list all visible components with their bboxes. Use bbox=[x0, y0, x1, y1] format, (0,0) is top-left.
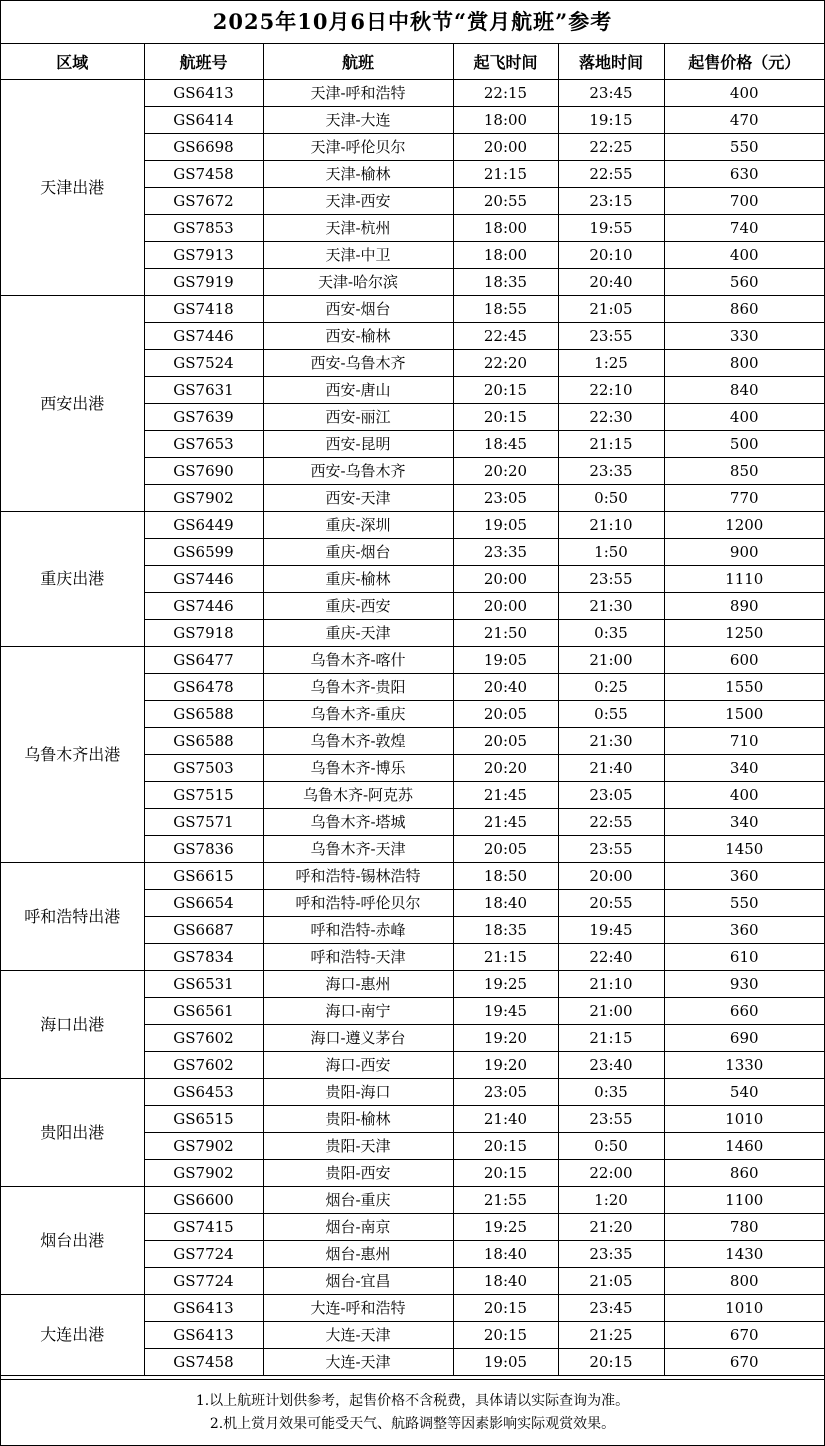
flight-number-cell: GS7853 bbox=[144, 215, 263, 242]
price-cell: 360 bbox=[664, 917, 824, 944]
arrival-time-cell: 21:00 bbox=[558, 998, 664, 1025]
flight-number-cell: GS7458 bbox=[144, 1349, 263, 1376]
departure-time-cell: 18:00 bbox=[453, 215, 558, 242]
departure-time-cell: 21:55 bbox=[453, 1187, 558, 1214]
departure-time-cell: 20:20 bbox=[453, 755, 558, 782]
region-cell: 乌鲁木齐出港 bbox=[1, 647, 144, 863]
flight-number-cell: GS6698 bbox=[144, 134, 263, 161]
route-cell: 西安-乌鲁木齐 bbox=[263, 458, 453, 485]
arrival-time-cell: 23:45 bbox=[558, 80, 664, 107]
arrival-time-cell: 0:35 bbox=[558, 620, 664, 647]
route-cell: 重庆-西安 bbox=[263, 593, 453, 620]
departure-time-cell: 23:05 bbox=[453, 1079, 558, 1106]
header-region: 区域 bbox=[1, 44, 144, 80]
price-cell: 470 bbox=[664, 107, 824, 134]
route-cell: 贵阳-西安 bbox=[263, 1160, 453, 1187]
route-cell: 西安-乌鲁木齐 bbox=[263, 350, 453, 377]
price-cell: 330 bbox=[664, 323, 824, 350]
departure-time-cell: 21:15 bbox=[453, 161, 558, 188]
departure-time-cell: 20:05 bbox=[453, 701, 558, 728]
price-cell: 1330 bbox=[664, 1052, 824, 1079]
departure-time-cell: 21:50 bbox=[453, 620, 558, 647]
arrival-time-cell: 19:55 bbox=[558, 215, 664, 242]
flight-number-cell: GS7602 bbox=[144, 1052, 263, 1079]
arrival-time-cell: 23:45 bbox=[558, 1295, 664, 1322]
header-row bbox=[1, 44, 824, 80]
header-arrival: 落地时间 bbox=[558, 44, 664, 80]
price-cell: 900 bbox=[664, 539, 824, 566]
price-cell: 1460 bbox=[664, 1133, 824, 1160]
header-route: 航班 bbox=[263, 44, 453, 80]
price-cell: 930 bbox=[664, 971, 824, 998]
price-cell: 1450 bbox=[664, 836, 824, 863]
departure-time-cell: 18:50 bbox=[453, 863, 558, 890]
note-line: 1.以上航班计划供参考，起售价格不含税费，具体请以实际查询为准。 bbox=[195, 1393, 630, 1409]
flight-number-cell: GS7446 bbox=[144, 566, 263, 593]
departure-time-cell: 19:05 bbox=[453, 512, 558, 539]
arrival-time-cell: 1:25 bbox=[558, 350, 664, 377]
flight-number-cell: GS7515 bbox=[144, 782, 263, 809]
flight-number-cell: GS7919 bbox=[144, 269, 263, 296]
table-row bbox=[1, 863, 824, 890]
table-row bbox=[1, 512, 824, 539]
departure-time-cell: 22:45 bbox=[453, 323, 558, 350]
route-cell: 呼和浩特-天津 bbox=[263, 944, 453, 971]
departure-time-cell: 19:20 bbox=[453, 1025, 558, 1052]
arrival-time-cell: 20:15 bbox=[558, 1349, 664, 1376]
flight-number-cell: GS7446 bbox=[144, 323, 263, 350]
table-row bbox=[1, 1187, 824, 1214]
departure-time-cell: 20:55 bbox=[453, 188, 558, 215]
arrival-time-cell: 1:50 bbox=[558, 539, 664, 566]
price-cell: 1430 bbox=[664, 1241, 824, 1268]
route-cell: 西安-榆林 bbox=[263, 323, 453, 350]
region-cell: 贵阳出港 bbox=[1, 1079, 144, 1187]
arrival-time-cell: 1:20 bbox=[558, 1187, 664, 1214]
region-cell: 大连出港 bbox=[1, 1295, 144, 1376]
route-cell: 烟台-宜昌 bbox=[263, 1268, 453, 1295]
price-cell: 1500 bbox=[664, 701, 824, 728]
header-flight-no: 航班号 bbox=[144, 44, 263, 80]
departure-time-cell: 20:15 bbox=[453, 1322, 558, 1349]
route-cell: 海口-惠州 bbox=[263, 971, 453, 998]
arrival-time-cell: 21:10 bbox=[558, 512, 664, 539]
departure-time-cell: 19:05 bbox=[453, 1349, 558, 1376]
flight-number-cell: GS7415 bbox=[144, 1214, 263, 1241]
arrival-time-cell: 20:10 bbox=[558, 242, 664, 269]
departure-time-cell: 20:00 bbox=[453, 593, 558, 620]
arrival-time-cell: 23:55 bbox=[558, 323, 664, 350]
departure-time-cell: 21:45 bbox=[453, 809, 558, 836]
arrival-time-cell: 22:55 bbox=[558, 809, 664, 836]
arrival-time-cell: 22:40 bbox=[558, 944, 664, 971]
departure-time-cell: 20:00 bbox=[453, 566, 558, 593]
departure-time-cell: 20:15 bbox=[453, 1295, 558, 1322]
arrival-time-cell: 21:10 bbox=[558, 971, 664, 998]
arrival-time-cell: 23:55 bbox=[558, 1106, 664, 1133]
departure-time-cell: 20:15 bbox=[453, 377, 558, 404]
price-cell: 500 bbox=[664, 431, 824, 458]
route-cell: 重庆-深圳 bbox=[263, 512, 453, 539]
route-cell: 西安-昆明 bbox=[263, 431, 453, 458]
arrival-time-cell: 23:55 bbox=[558, 836, 664, 863]
flight-number-cell: GS6449 bbox=[144, 512, 263, 539]
arrival-time-cell: 21:40 bbox=[558, 755, 664, 782]
arrival-time-cell: 23:35 bbox=[558, 1241, 664, 1268]
price-cell: 340 bbox=[664, 809, 824, 836]
arrival-time-cell: 21:00 bbox=[558, 647, 664, 674]
arrival-time-cell: 23:05 bbox=[558, 782, 664, 809]
arrival-time-cell: 22:25 bbox=[558, 134, 664, 161]
route-cell: 烟台-重庆 bbox=[263, 1187, 453, 1214]
route-cell: 西安-天津 bbox=[263, 485, 453, 512]
route-cell: 天津-中卫 bbox=[263, 242, 453, 269]
price-cell: 1010 bbox=[664, 1295, 824, 1322]
flight-number-cell: GS6654 bbox=[144, 890, 263, 917]
route-cell: 乌鲁木齐-博乐 bbox=[263, 755, 453, 782]
route-cell: 重庆-榆林 bbox=[263, 566, 453, 593]
flight-number-cell: GS7918 bbox=[144, 620, 263, 647]
price-cell: 860 bbox=[664, 296, 824, 323]
route-cell: 乌鲁木齐-天津 bbox=[263, 836, 453, 863]
flight-number-cell: GS7902 bbox=[144, 1133, 263, 1160]
price-cell: 400 bbox=[664, 404, 824, 431]
route-cell: 西安-烟台 bbox=[263, 296, 453, 323]
arrival-time-cell: 21:15 bbox=[558, 431, 664, 458]
route-cell: 西安-丽江 bbox=[263, 404, 453, 431]
flight-number-cell: GS6413 bbox=[144, 80, 263, 107]
price-cell: 400 bbox=[664, 782, 824, 809]
route-cell: 呼和浩特-赤峰 bbox=[263, 917, 453, 944]
price-cell: 400 bbox=[664, 242, 824, 269]
flight-number-cell: GS7418 bbox=[144, 296, 263, 323]
departure-time-cell: 23:05 bbox=[453, 485, 558, 512]
departure-time-cell: 20:05 bbox=[453, 836, 558, 863]
price-cell: 550 bbox=[664, 890, 824, 917]
arrival-time-cell: 22:55 bbox=[558, 161, 664, 188]
flight-number-cell: GS6600 bbox=[144, 1187, 263, 1214]
price-cell: 800 bbox=[664, 1268, 824, 1295]
arrival-time-cell: 21:15 bbox=[558, 1025, 664, 1052]
route-cell: 海口-遵义茅台 bbox=[263, 1025, 453, 1052]
table-row bbox=[1, 296, 824, 323]
table-row bbox=[1, 1295, 824, 1322]
price-cell: 540 bbox=[664, 1079, 824, 1106]
route-cell: 海口-西安 bbox=[263, 1052, 453, 1079]
price-cell: 550 bbox=[664, 134, 824, 161]
price-cell: 850 bbox=[664, 458, 824, 485]
table-row bbox=[1, 647, 824, 674]
flight-number-cell: GS7446 bbox=[144, 593, 263, 620]
departure-time-cell: 20:15 bbox=[453, 404, 558, 431]
price-cell: 630 bbox=[664, 161, 824, 188]
flight-number-cell: GS7913 bbox=[144, 242, 263, 269]
price-cell: 360 bbox=[664, 863, 824, 890]
arrival-time-cell: 20:00 bbox=[558, 863, 664, 890]
departure-time-cell: 18:45 bbox=[453, 431, 558, 458]
price-cell: 1250 bbox=[664, 620, 824, 647]
route-cell: 大连-天津 bbox=[263, 1349, 453, 1376]
route-cell: 天津-榆林 bbox=[263, 161, 453, 188]
flight-number-cell: GS6687 bbox=[144, 917, 263, 944]
table-row bbox=[1, 80, 824, 107]
flight-number-cell: GS7602 bbox=[144, 1025, 263, 1052]
region-cell: 重庆出港 bbox=[1, 512, 144, 647]
flight-number-cell: GS6414 bbox=[144, 107, 263, 134]
flight-number-cell: GS6588 bbox=[144, 701, 263, 728]
region-cell: 烟台出港 bbox=[1, 1187, 144, 1295]
departure-time-cell: 19:20 bbox=[453, 1052, 558, 1079]
flight-number-cell: GS7631 bbox=[144, 377, 263, 404]
arrival-time-cell: 21:20 bbox=[558, 1214, 664, 1241]
flight-number-cell: GS6413 bbox=[144, 1322, 263, 1349]
flight-table bbox=[1, 44, 824, 1376]
price-cell: 670 bbox=[664, 1322, 824, 1349]
flight-number-cell: GS7672 bbox=[144, 188, 263, 215]
price-cell: 780 bbox=[664, 1214, 824, 1241]
flight-number-cell: GS7724 bbox=[144, 1268, 263, 1295]
flight-number-cell: GS7458 bbox=[144, 161, 263, 188]
arrival-time-cell: 19:45 bbox=[558, 917, 664, 944]
flight-number-cell: GS7524 bbox=[144, 350, 263, 377]
flight-number-cell: GS6477 bbox=[144, 647, 263, 674]
flight-number-cell: GS6588 bbox=[144, 728, 263, 755]
table-row bbox=[1, 971, 824, 998]
departure-time-cell: 18:55 bbox=[453, 296, 558, 323]
route-cell: 天津-哈尔滨 bbox=[263, 269, 453, 296]
flight-number-cell: GS7690 bbox=[144, 458, 263, 485]
arrival-time-cell: 19:15 bbox=[558, 107, 664, 134]
departure-time-cell: 21:40 bbox=[453, 1106, 558, 1133]
flight-number-cell: GS6615 bbox=[144, 863, 263, 890]
price-cell: 1100 bbox=[664, 1187, 824, 1214]
route-cell: 大连-天津 bbox=[263, 1322, 453, 1349]
flight-number-cell: GS6478 bbox=[144, 674, 263, 701]
flight-number-cell: GS7639 bbox=[144, 404, 263, 431]
route-cell: 烟台-南京 bbox=[263, 1214, 453, 1241]
departure-time-cell: 20:40 bbox=[453, 674, 558, 701]
price-cell: 860 bbox=[664, 1160, 824, 1187]
departure-time-cell: 20:00 bbox=[453, 134, 558, 161]
arrival-time-cell: 0:50 bbox=[558, 1133, 664, 1160]
departure-time-cell: 21:15 bbox=[453, 944, 558, 971]
flight-number-cell: GS6561 bbox=[144, 998, 263, 1025]
departure-time-cell: 20:15 bbox=[453, 1133, 558, 1160]
arrival-time-cell: 0:55 bbox=[558, 701, 664, 728]
arrival-time-cell: 21:30 bbox=[558, 728, 664, 755]
arrival-time-cell: 23:55 bbox=[558, 566, 664, 593]
header-departure: 起飞时间 bbox=[453, 44, 558, 80]
departure-time-cell: 20:15 bbox=[453, 1160, 558, 1187]
price-cell: 740 bbox=[664, 215, 824, 242]
departure-time-cell: 18:40 bbox=[453, 890, 558, 917]
region-cell: 西安出港 bbox=[1, 296, 144, 512]
arrival-time-cell: 23:40 bbox=[558, 1052, 664, 1079]
flight-number-cell: GS7834 bbox=[144, 944, 263, 971]
route-cell: 乌鲁木齐-喀什 bbox=[263, 647, 453, 674]
route-cell: 乌鲁木齐-敦煌 bbox=[263, 728, 453, 755]
departure-time-cell: 18:35 bbox=[453, 917, 558, 944]
price-cell: 1010 bbox=[664, 1106, 824, 1133]
arrival-time-cell: 22:10 bbox=[558, 377, 664, 404]
price-cell: 890 bbox=[664, 593, 824, 620]
route-cell: 天津-呼伦贝尔 bbox=[263, 134, 453, 161]
arrival-time-cell: 20:55 bbox=[558, 890, 664, 917]
price-cell: 600 bbox=[664, 647, 824, 674]
route-cell: 乌鲁木齐-阿克苏 bbox=[263, 782, 453, 809]
flight-number-cell: GS6531 bbox=[144, 971, 263, 998]
price-cell: 670 bbox=[664, 1349, 824, 1376]
price-cell: 1550 bbox=[664, 674, 824, 701]
flight-number-cell: GS7902 bbox=[144, 1160, 263, 1187]
arrival-time-cell: 21:05 bbox=[558, 1268, 664, 1295]
route-cell: 贵阳-天津 bbox=[263, 1133, 453, 1160]
header-price: 起售价格（元） bbox=[664, 44, 824, 80]
price-cell: 400 bbox=[664, 80, 824, 107]
price-cell: 560 bbox=[664, 269, 824, 296]
route-cell: 大连-呼和浩特 bbox=[263, 1295, 453, 1322]
flight-number-cell: GS6413 bbox=[144, 1295, 263, 1322]
route-cell: 天津-西安 bbox=[263, 188, 453, 215]
arrival-time-cell: 23:35 bbox=[558, 458, 664, 485]
departure-time-cell: 18:35 bbox=[453, 269, 558, 296]
route-cell: 天津-杭州 bbox=[263, 215, 453, 242]
departure-time-cell: 21:45 bbox=[453, 782, 558, 809]
flight-number-cell: GS7653 bbox=[144, 431, 263, 458]
departure-time-cell: 18:00 bbox=[453, 107, 558, 134]
arrival-time-cell: 0:50 bbox=[558, 485, 664, 512]
price-cell: 700 bbox=[664, 188, 824, 215]
price-cell: 340 bbox=[664, 755, 824, 782]
arrival-time-cell: 21:05 bbox=[558, 296, 664, 323]
price-cell: 660 bbox=[664, 998, 824, 1025]
arrival-time-cell: 22:00 bbox=[558, 1160, 664, 1187]
price-cell: 1110 bbox=[664, 566, 824, 593]
route-cell: 西安-唐山 bbox=[263, 377, 453, 404]
price-cell: 800 bbox=[664, 350, 824, 377]
flight-number-cell: GS6453 bbox=[144, 1079, 263, 1106]
route-cell: 重庆-天津 bbox=[263, 620, 453, 647]
arrival-time-cell: 21:30 bbox=[558, 593, 664, 620]
price-cell: 770 bbox=[664, 485, 824, 512]
departure-time-cell: 18:40 bbox=[453, 1268, 558, 1295]
arrival-time-cell: 20:40 bbox=[558, 269, 664, 296]
departure-time-cell: 19:25 bbox=[453, 971, 558, 998]
route-cell: 烟台-惠州 bbox=[263, 1241, 453, 1268]
price-cell: 1200 bbox=[664, 512, 824, 539]
departure-time-cell: 22:15 bbox=[453, 80, 558, 107]
price-cell: 610 bbox=[664, 944, 824, 971]
price-cell: 840 bbox=[664, 377, 824, 404]
arrival-time-cell: 22:30 bbox=[558, 404, 664, 431]
route-cell: 天津-呼和浩特 bbox=[263, 80, 453, 107]
flight-number-cell: GS6515 bbox=[144, 1106, 263, 1133]
route-cell: 海口-南宁 bbox=[263, 998, 453, 1025]
page-title: 2025年10月6日中秋节“赏月航班”参考 bbox=[1, 1, 824, 44]
route-cell: 呼和浩特-呼伦贝尔 bbox=[263, 890, 453, 917]
flight-number-cell: GS7503 bbox=[144, 755, 263, 782]
arrival-time-cell: 21:25 bbox=[558, 1322, 664, 1349]
flight-number-cell: GS7571 bbox=[144, 809, 263, 836]
departure-time-cell: 18:00 bbox=[453, 242, 558, 269]
table-row bbox=[1, 1079, 824, 1106]
note-line: 2.机上赏月效果可能受天气、航路调整等因素影响实际观赏效果。 bbox=[209, 1416, 616, 1432]
departure-time-cell: 19:45 bbox=[453, 998, 558, 1025]
route-cell: 贵阳-榆林 bbox=[263, 1106, 453, 1133]
price-cell: 710 bbox=[664, 728, 824, 755]
route-cell: 重庆-烟台 bbox=[263, 539, 453, 566]
departure-time-cell: 19:25 bbox=[453, 1214, 558, 1241]
route-cell: 乌鲁木齐-塔城 bbox=[263, 809, 453, 836]
departure-time-cell: 22:20 bbox=[453, 350, 558, 377]
price-cell: 690 bbox=[664, 1025, 824, 1052]
flight-number-cell: GS6599 bbox=[144, 539, 263, 566]
route-cell: 乌鲁木齐-贵阳 bbox=[263, 674, 453, 701]
route-cell: 乌鲁木齐-重庆 bbox=[263, 701, 453, 728]
flight-number-cell: GS7724 bbox=[144, 1241, 263, 1268]
departure-time-cell: 23:35 bbox=[453, 539, 558, 566]
departure-time-cell: 19:05 bbox=[453, 647, 558, 674]
region-cell: 天津出港 bbox=[1, 80, 144, 296]
departure-time-cell: 20:05 bbox=[453, 728, 558, 755]
route-cell: 贵阳-海口 bbox=[263, 1079, 453, 1106]
route-cell: 天津-大连 bbox=[263, 107, 453, 134]
route-cell: 呼和浩特-锡林浩特 bbox=[263, 863, 453, 890]
flight-table-body bbox=[1, 80, 824, 1376]
arrival-time-cell: 23:15 bbox=[558, 188, 664, 215]
notes bbox=[1, 1379, 824, 1445]
region-cell: 呼和浩特出港 bbox=[1, 863, 144, 971]
flight-number-cell: GS7902 bbox=[144, 485, 263, 512]
region-cell: 海口出港 bbox=[1, 971, 144, 1079]
departure-time-cell: 18:40 bbox=[453, 1241, 558, 1268]
arrival-time-cell: 0:25 bbox=[558, 674, 664, 701]
arrival-time-cell: 0:35 bbox=[558, 1079, 664, 1106]
departure-time-cell: 20:20 bbox=[453, 458, 558, 485]
flight-number-cell: GS7836 bbox=[144, 836, 263, 863]
